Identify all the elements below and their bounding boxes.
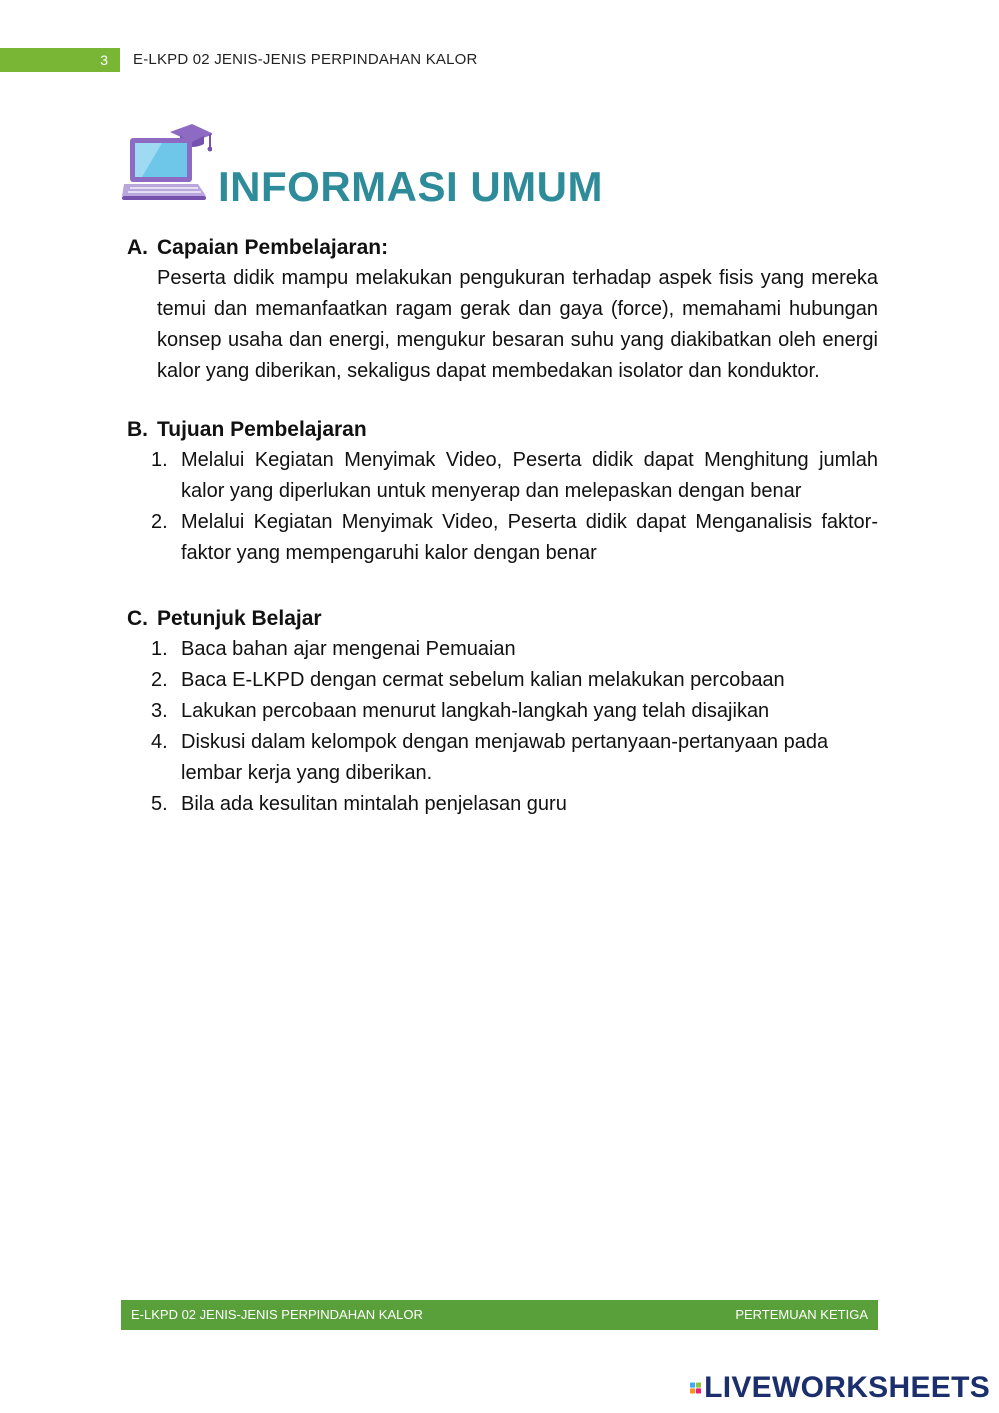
list-text: Bila ada kesulitan mintalah penjelasan guru	[181, 793, 567, 815]
list-item	[127, 634, 878, 665]
list-text: Baca E-LKPD dengan cermat sebelum kalian melakukan percobaan	[181, 669, 785, 691]
document-title: E-LKPD 02 JENIS-JENIS PERPINDAHAN KALOR	[133, 51, 478, 68]
list-number: 3.	[151, 700, 168, 722]
list-item	[127, 727, 878, 789]
section-heading	[127, 232, 878, 263]
list-text: Melalui Kegiatan Menyimak Video, Peserta didik dapat Menghitung jumlah kalor yang diperlukan untuk menyerap dan melepaskan dengan benar	[181, 449, 878, 502]
list-number: 4.	[151, 731, 168, 753]
page-number: 3	[0, 48, 120, 72]
list-text: Diskusi dalam kelompok dengan menjawab pertanyaan-pertanyaan pada lembar kerja yang diberikan.	[181, 731, 829, 784]
list-text: Baca bahan ajar mengenai Pemuaian	[181, 638, 516, 660]
list-number: 2.	[151, 669, 168, 691]
list-number: 2.	[151, 511, 168, 533]
section-paragraph: Peserta didik mampu melakukan pengukuran terhadap aspek fisis yang mereka temui dan memanfaatkan ragam gerak dan gaya (force), memahami hubungan konsep usaha dan energi, mengukur besaran suhu yang diakibatkan oleh energi kalor yang diberikan, sekaligus dapat membedakan isolator dan konduktor.	[157, 267, 878, 382]
page-heading	[122, 122, 882, 212]
top-header-bar	[0, 48, 999, 72]
list-item	[127, 789, 878, 820]
brand-name: LIVEWORKSHEETS	[704, 1371, 990, 1404]
section-heading	[127, 414, 878, 445]
main-content	[127, 232, 878, 820]
laptop-graduation-icon	[122, 122, 212, 204]
section-tujuan	[127, 414, 878, 569]
section-title: Tujuan Pembelajaran	[157, 418, 367, 441]
footer-meeting-label: PERTEMUAN KETIGA	[735, 1307, 868, 1322]
list-text: Lakukan percobaan menurut langkah-langkah yang telah disajikan	[181, 700, 770, 722]
liveworksheets-logo-icon	[690, 1375, 701, 1401]
numbered-list	[127, 445, 878, 569]
liveworksheets-brand[interactable]	[690, 1370, 990, 1406]
section-letter: C.	[127, 607, 148, 630]
list-item	[127, 507, 878, 569]
footer-bar	[121, 1300, 878, 1330]
list-item	[127, 696, 878, 727]
list-text: Melalui Kegiatan Menyimak Video, Peserta didik dapat Menganalisis faktor-faktor yang mempengaruhi kalor dengan benar	[181, 511, 878, 564]
section-capaian	[127, 232, 878, 387]
footer-document-title: E-LKPD 02 JENIS-JENIS PERPINDAHAN KALOR	[131, 1307, 423, 1322]
list-item	[127, 445, 878, 507]
section-letter: B.	[127, 418, 148, 441]
list-number: 5.	[151, 793, 168, 815]
section-petunjuk	[127, 603, 878, 820]
section-letter: A.	[127, 236, 148, 259]
section-title: Petunjuk Belajar	[157, 607, 322, 630]
section-heading	[127, 603, 878, 634]
section-title: Capaian Pembelajaran:	[157, 236, 389, 259]
list-item	[127, 665, 878, 696]
page-title: INFORMASI UMUM	[218, 163, 603, 210]
list-number: 1.	[151, 449, 168, 471]
numbered-list	[127, 634, 878, 820]
list-number: 1.	[151, 638, 168, 660]
